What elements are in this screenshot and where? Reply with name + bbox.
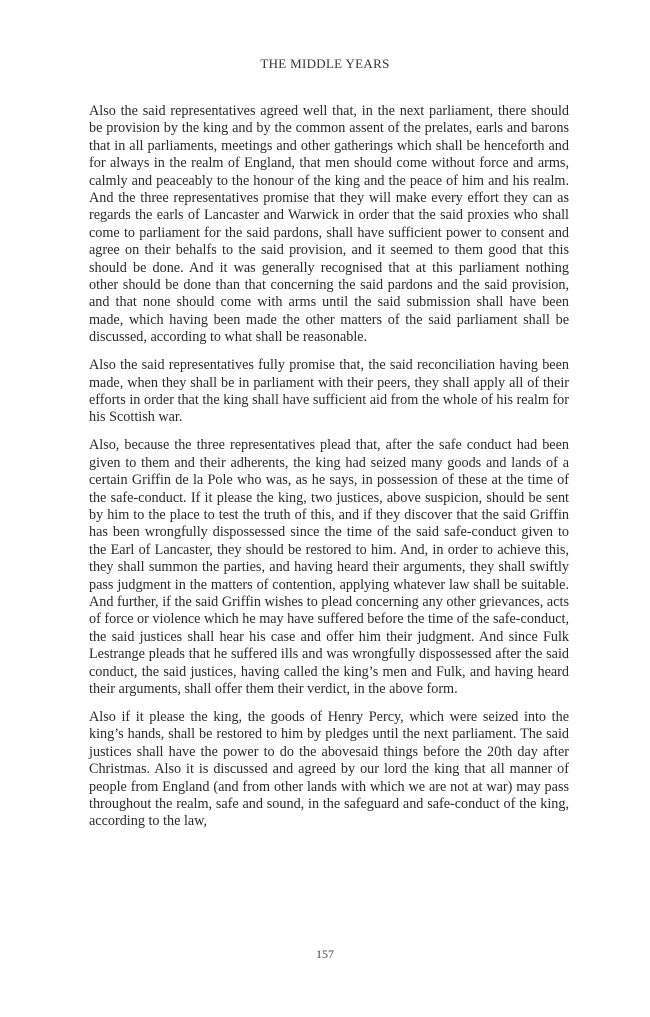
page-number: 157 <box>316 947 334 961</box>
paragraph-henry-percy: Also if it please the king, the goods of Henry Percy, which were seized into the king’s hands, shall be restored to him by pledges until the next parliament. The said justices shall have the power to do the abovesaid things before the 20th day after Christmas. Also it is discussed and agreed by our lord the king that all manner of people from England (and from other lands with which we are not at war) may pass throughout the realm, safe and sound, in the safeguard and safe-conduct of the king, according to the law, <box>89 708 569 830</box>
paragraph-representatives-agreement: Also the said representatives agreed well that, in the next parliament, there should be provision by the king and by the common assent of the prelates, earls and barons that in all parliaments, meetings and other gatherings which shall be henceforth and for always in the realm of England, that men should come without force and arms, calmly and peaceably to the honour of the king and the peace of him and his realm. And the three representatives promise that they will make every effort they can as regards the earls of Lancaster and Warwick in order that the said proxies who shall come to parliament for the said pardons, shall have sufficient power to consent and agree on their behalfs to the said provision, and it seemed to them good that this should be done. And it was generally recognised that at this parliament nothing other should be done than that concerning the said pardons and the said provision, and that none should come with arms until the said submission shall have been made, which having been made the other matters of the said parliament shall be discussed, according to what shall be reasonable. <box>89 103 569 346</box>
body-text <box>89 103 569 841</box>
paragraph-griffin-de-la-pole: Also, because the three representatives plead that, after the safe conduct had been given to them and their adherents, the king had seized many goods and lands of a certain Griffin de la Pole who was, as he says, in possession of these at the time of the safe-conduct. If it please the king, two justices, above suspicion, should be sent by him to the place to test the truth of this, and if they discover that the said Griffin has been wrongfully dispossessed since the time of the said safe-conduct given to the Earl of Lancaster, they should be restored to him. And, in order to achieve this, they shall summon the parties, and having heard their arguments, they shall swiftly pass judgment in the matters of contention, applying whatever law shall be suitable. And further, if the said Griffin wishes to plead concerning any other grievances, acts of force or violence which he may have suffered before the time of the safe-conduct, the said justices shall hear his case and offer him their judgment. And since Fulk Lestrange pleads that he suffered ills and was wrongfully dispossessed after the said conduct, the said justices, having called the king’s men and Fulk, and having heard their arguments, shall offer them their verdict, in the above form. <box>89 437 569 697</box>
running-head: THE MIDDLE YEARS <box>260 56 390 71</box>
paragraph-scottish-war-aid: Also the said representatives fully promise that, the said reconciliation having been made, when they shall be in parliament with their peers, they shall apply all of their efforts in order that the king shall have sufficient aid from the whole of his realm for his Scottish war. <box>89 357 569 426</box>
